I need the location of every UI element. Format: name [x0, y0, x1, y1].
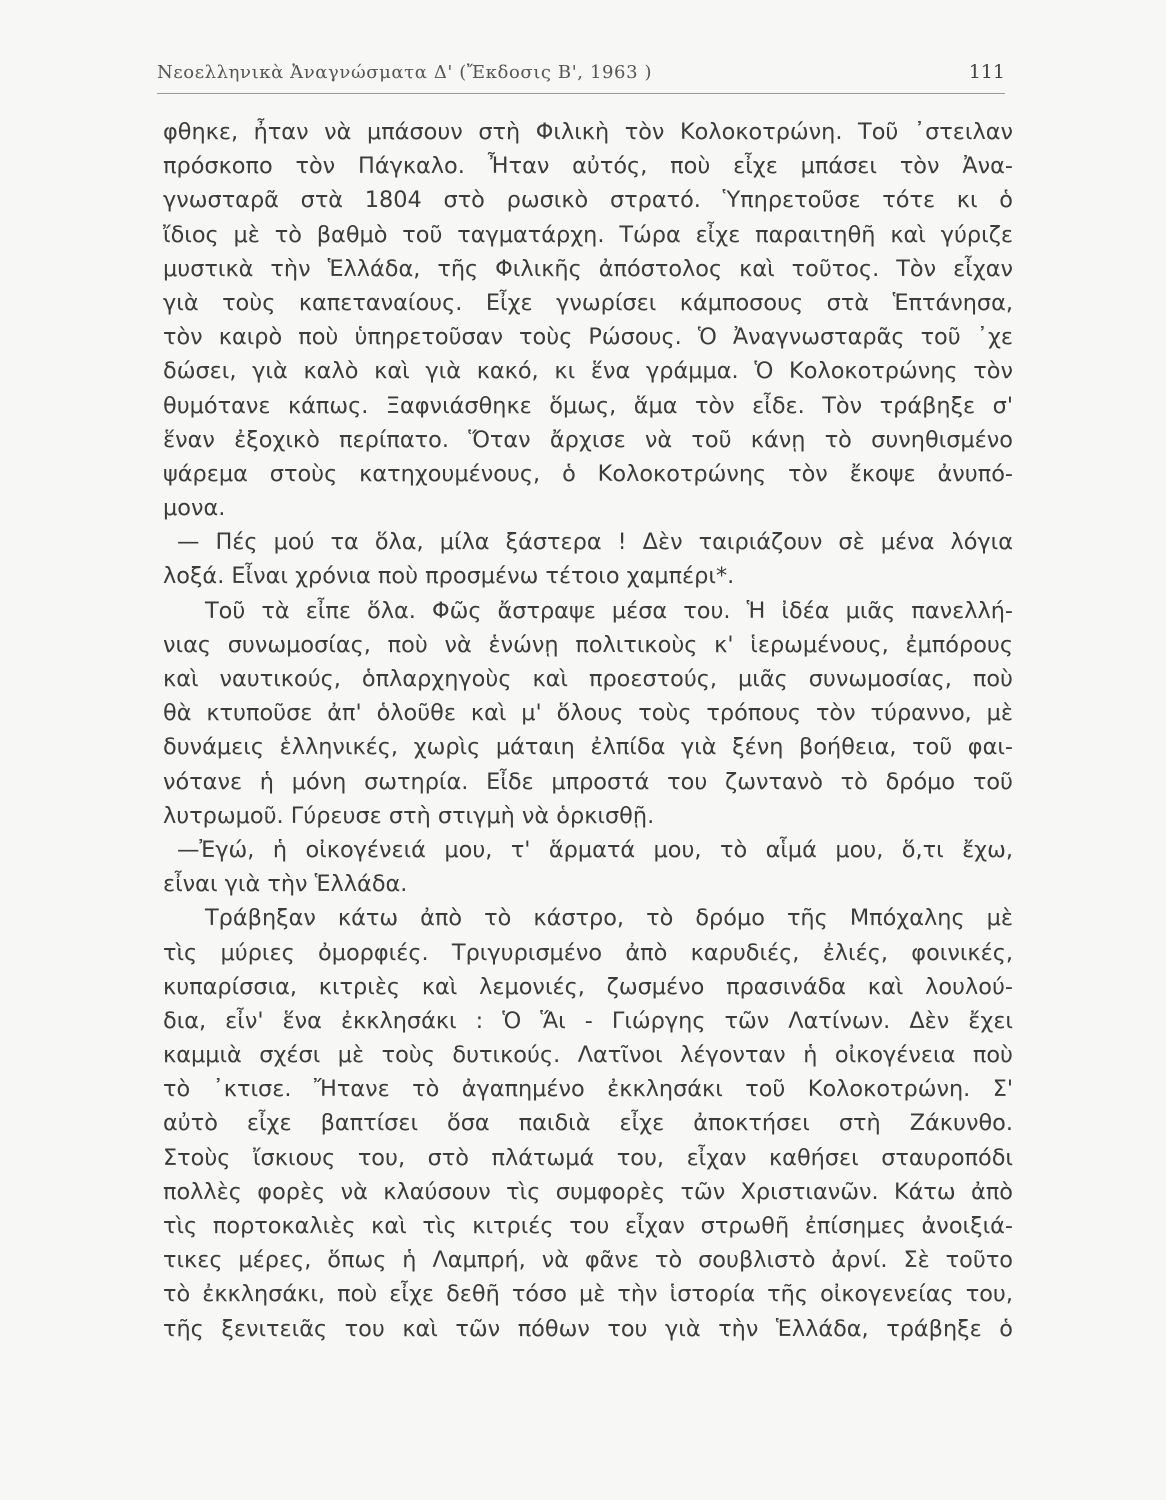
text-line: μονα.: [163, 495, 226, 522]
text-line: ἕναν ἐξοχικὸ περίπατο. Ὅταν ἄρχισε νὰ τοῦ κάνῃ τὸ συνηθισμένο: [163, 426, 1013, 453]
text-line: εἶναι γιὰ τὴν Ἑλλάδα.: [163, 871, 408, 898]
text-line: τὶς πορτοκαλιὲς καὶ τὶς κιτριές του εἶχαν στρωθῆ ἐπίσημες ἀνοιξιά-: [163, 1213, 1013, 1239]
text-line: νότανε ἡ μόνη σωτηρία. Εἶδε μπροστά του ζωντανὸ τὸ δρόμο τοῦ: [163, 768, 1013, 795]
text-line: καμμιὰ σχέσι μὲ τοὺς δυτικούς. Λατῖνοι λέγονταν ἡ οἰκογένεια ποὺ: [163, 1042, 1013, 1069]
text-line: δυνάμεις ἑλληνικές, χωρὶς μάταιη ἐλπίδα γιὰ ξένη βοήθεια, τοῦ φαι-: [163, 734, 1013, 761]
text-line: γιὰ τοὺς καπεταναίους. Εἶχε γνωρίσει κάμποσους στὰ Ἑπτάνησα,: [163, 289, 1013, 316]
text-line: ψάρεμα στοὺς κατηχουμένους, ὁ Κολοκοτρώνης τὸν ἔκοψε ἀνυπό-: [163, 460, 1013, 487]
text-line: λυτρωμοῦ. Γύρευσε στὴ στιγμὴ νὰ ὁρκισθῇ.: [163, 802, 655, 829]
text-line: δια, εἶν' ἕνα ἐκκλησάκι : Ὁ Ἅι - Γιώργης τῶν Λατίνων. Δὲν ἔχει: [163, 1007, 1013, 1034]
text-line: μυστικὰ τὴν Ἑλλάδα, τῆς Φιλικῆς ἀπόστολος καὶ τοῦτος. Τὸν εἶχαν: [163, 255, 1013, 282]
text-line: γνωσταρᾶ στὰ 1804 στὸ ρωσικὸ στρατό. Ὑπηρετοῦσε τότε κι ὁ: [163, 187, 1013, 214]
header-rule: [157, 93, 1005, 94]
text-line: τὶς μύριες ὀμορφιές. Τριγυρισμένο ἀπὸ καρυδιές, ἐλιές, φοινικές,: [163, 939, 1013, 966]
dialogue-line: —Ἐγώ, ἡ οἰκογένειά μου, τ' ἅρματά μου, τὸ αἷμά μου, ὅ,τι ἔχω,: [177, 836, 1013, 863]
text-line: φθηκε, ἦταν νὰ μπάσουν στὴ Φιλικὴ τὸν Κολοκοτρώνη. Τοῦ ᾿στειλαν: [163, 119, 1013, 145]
text-line: Στοὺς ἴσκιους του, στὸ πλάτωμά του, εἶχαν καθήσει σταυροπόδι: [163, 1144, 1013, 1171]
text-line: τικες μέρες, ὅπως ἡ Λαμπρή, νὰ φᾶνε τὸ σουβλιστὸ ἀρνί. Σὲ τοῦτο: [163, 1247, 1013, 1274]
text-line: δώσει, γιὰ καλὸ καὶ γιὰ κακό, κι ἕνα γράμμα. Ὁ Κολοκοτρώνης τὸν: [163, 358, 1013, 385]
text-line: θὰ κτυποῦσε ἀπ' ὁλοῦθε καὶ μ' ὅλους τοὺς τρόπους τὸν τύραννο, μὲ: [163, 700, 1013, 727]
dialogue-line: — Πές μού τα ὅλα, μίλα ξάστερα ! Δὲν ταιριάζουν σὲ μένα λόγια: [177, 529, 1013, 556]
text-line: τὸ ἐκκλησάκι, ποὺ εἶχε δεθῆ τόσο μὲ τὴν ἱστορία τῆς οἰκογενείας του,: [163, 1281, 1013, 1308]
text-line: πρόσκοπο τὸν Πάγκαλο. Ἦταν αὐτός, ποὺ εἶχε μπάσει τὸν Ἀνα-: [163, 153, 1013, 180]
text-line: καὶ ναυτικούς, ὁπλαρχηγοὺς καὶ προεστούς, μιᾶς συνωμοσίας, ποὺ: [163, 666, 1013, 692]
body-text: [163, 115, 1013, 1346]
text-line: πολλὲς φορὲς νὰ κλαύσουν τὶς συμφορὲς τῶν Χριστιανῶν. Κάτω ἀπὸ: [163, 1178, 1013, 1205]
text-line: τῆς ξενιτειᾶς του καὶ τῶν πόθων του γιὰ τὴν Ἑλλάδα, τράβηξε ὁ: [163, 1315, 1013, 1342]
text-line: τὸ ᾿κτισε. Ἤτανε τὸ ἀγαπημένο ἐκκλησάκι τοῦ Κολοκοτρώνη. Σ': [163, 1076, 1013, 1103]
text-line: λοξά. Εἶναι χρόνια ποὺ προσμένω τέτοιο χαμπέρι*.: [163, 563, 735, 590]
text-line: κυπαρίσσια, κιτριὲς καὶ λεμονιές, ζωσμένο πρασινάδα καὶ λουλού-: [163, 973, 1013, 1000]
running-head: [157, 60, 1005, 90]
text-line: ἴδιος μὲ τὸ βαθμὸ τοῦ ταγματάρχη. Τώρα εἶχε παραιτηθῆ καὶ γύριζε: [163, 221, 1013, 248]
text-line: τὸν καιρὸ ποὺ ὑπηρετοῦσαν τοὺς Ρώσους. Ὁ Ἀναγνωσταρᾶς τοῦ ᾿χε: [163, 324, 1013, 351]
running-head-title: Νεοελληνικὰ Ἀναγνώσματα Δ' (Ἔκδοσις Β', 1963 ): [157, 62, 653, 83]
text-line: νιας συνωμοσίας, ποὺ νὰ ἑνώνῃ πολιτικοὺς κ' ἱερωμένους, ἐμπόρους: [163, 631, 1013, 658]
page-number: 111: [968, 61, 1005, 83]
text-line: αὐτὸ εἶχε βαπτίσει ὅσα παιδιὰ εἶχε ἀποκτήσει στὴ Ζάκυνθο.: [163, 1110, 1013, 1137]
text-line: θυμότανε κάπως. Ξαφνιάσθηκε ὅμως, ἅμα τὸν εἶδε. Τὸν τράβηξε σ': [163, 392, 1013, 419]
paragraph-start: Τράβηξαν κάτω ἀπὸ τὸ κάστρο, τὸ δρόμο τῆς Μπόχαλης μὲ: [205, 905, 1013, 932]
paragraph-start: Τοῦ τὰ εἶπε ὅλα. Φῶς ἄστραψε μέσα του. Ἡ ἰδέα μιᾶς πανελλή-: [205, 597, 1013, 624]
